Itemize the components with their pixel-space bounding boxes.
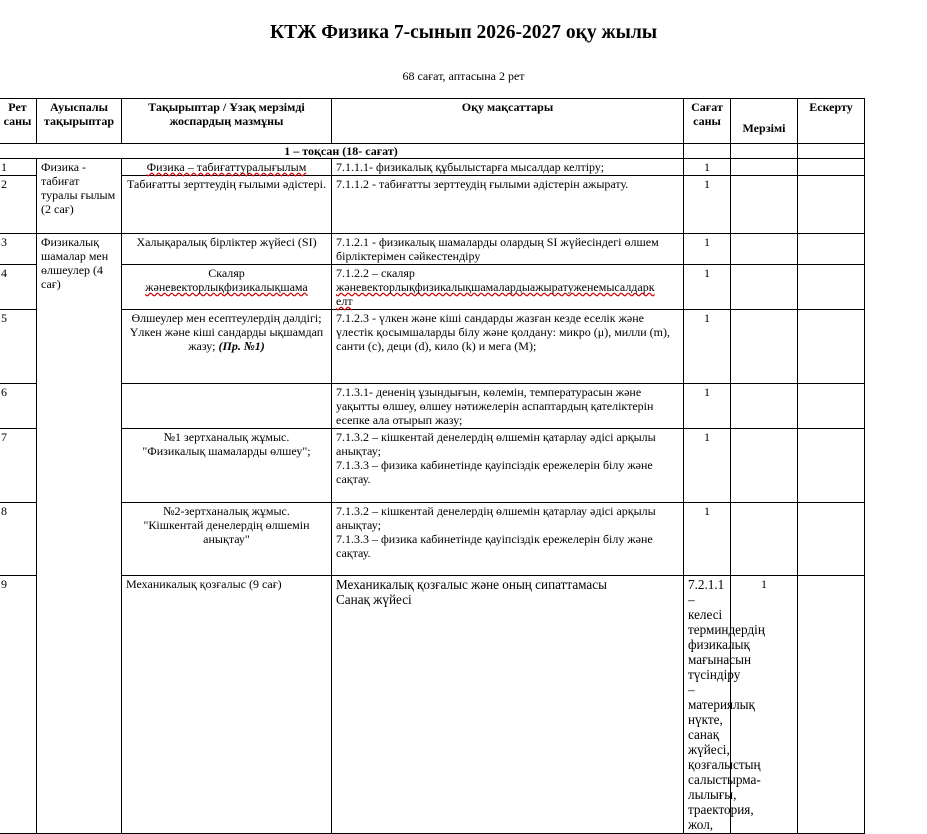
row-goal: 7.1.2.3 - үлкен және кіші сандарды жазған кезде еселік және үлестік қосымшаларды білу және қолдану: микро (μ), милли (m), санти (c), деци (d), кило (k) и мега (M);	[332, 310, 684, 384]
row-topic-line-text: Үлкен және кіші сандарды ықшамдап жазу;	[129, 325, 324, 353]
table-row	[0, 310, 865, 384]
row-goal	[332, 503, 684, 576]
row-goal: 7.1.3.1- дененің ұзындығын, көлемін, температурасын және уақытты өлшеу, өлшеу нәтижелерін аспаптардың қателіктерін есепке ала отырып жазу;	[332, 384, 684, 429]
row-topic-line: "Физикалық шамаларды өлшеу";	[142, 444, 311, 458]
header-hours: Сағат саны	[684, 99, 731, 144]
row-goal-line: жәневекторлықфизикалықшамалардыажыратуженемысалдарк	[336, 280, 655, 294]
row-hours: 1	[684, 234, 731, 265]
row-goal-line: 7.1.3.2 – кішкентай денелердің өлшемін қатарлау әдісі арқылы анықтау;	[336, 430, 656, 458]
row-goal	[332, 429, 684, 503]
row-topic: Халықаралық бірліктер жүйесі (SI)	[122, 234, 332, 265]
quarter-hours-cell	[684, 144, 731, 159]
row-topic-line: Скаляр	[208, 266, 245, 280]
table-row	[0, 429, 865, 503]
header-section: Ауыспалы тақырыптар	[37, 99, 122, 144]
row-goal: 7.1.2.1 - физикалық шамаларды олардың SI жүйесіндегі өлшем бірліктерімен сәйкестендіру	[332, 234, 684, 265]
practice-marker: (Пр. №1)	[218, 339, 265, 353]
row-goal: 7.1.1.1- физикалық құбылыстарға мысалдар келтіру;	[332, 159, 684, 176]
row-topic	[122, 265, 332, 310]
row-hours: 1	[684, 310, 731, 384]
table-row	[0, 176, 865, 234]
document-title: КТЖ Физика 7-сынып 2026-2027 оқу жылы	[269, 22, 658, 43]
row-note	[798, 384, 865, 429]
row-goal-line: 7.1.3.3 – физика кабинетінде қауіпсіздік ережелерін білу және сақтау.	[336, 532, 653, 560]
row-topic	[122, 159, 332, 176]
row-goal-line: 7.1.3.2 – кішкентай денелердің өлшемін қатарлау әдісі арқылы анықтау;	[336, 504, 656, 532]
row-topic-line: Санақ жүйесі	[336, 592, 412, 607]
table-row	[0, 159, 865, 176]
section-cell: Механикалық қозғалыс (9 сағ)	[122, 576, 332, 834]
header-topic: Тақырыптар / Ұзақ мерзімді жоспардың мазмұны	[122, 99, 332, 144]
row-note	[798, 503, 865, 576]
document-subtitle: 68 сағат, аптасына 2 рет	[402, 69, 525, 83]
plan-table	[0, 98, 865, 834]
row-num: 9	[0, 576, 37, 834]
row-topic	[122, 503, 332, 576]
row-topic	[332, 576, 684, 834]
row-hours: 1	[684, 384, 731, 429]
row-topic-line: №1 зертханалық жұмыс.	[163, 430, 290, 444]
row-date	[798, 576, 865, 834]
quarter-label: 1 – тоқсан (18- сағат)	[0, 144, 684, 159]
row-date	[731, 234, 798, 265]
quarter-row	[0, 144, 865, 159]
row-hours: 1	[684, 503, 731, 576]
table-row	[0, 234, 865, 265]
header-note: Ескерту	[798, 99, 865, 144]
row-topic: Табиғатты зерттеудің ғылыми әдістері.	[122, 176, 332, 234]
row-hours: 1	[731, 576, 798, 834]
row-topic-line: Өлшеулер мен есептеулердің дәлдігі;	[131, 311, 322, 325]
row-topic-line	[126, 325, 327, 353]
row-note	[798, 265, 865, 310]
row-date	[731, 503, 798, 576]
row-num: 7	[0, 429, 37, 503]
row-date	[731, 265, 798, 310]
row-goal: 7.2.1.1 – келесі терминдердің физикалық мағынасын түсіндіру – материялық нүкте, санақ жүйесі, қозғалыстың салыстырма-лылығы, траектория, жол,	[684, 576, 731, 834]
table-row	[0, 384, 865, 429]
row-note	[798, 310, 865, 384]
header-date-label: Мерзімі	[742, 120, 786, 135]
row-note	[798, 429, 865, 503]
row-goal-line: 7.1.2.2 – скаляр	[336, 266, 415, 280]
row-num: 3	[0, 234, 37, 265]
row-hours: 1	[684, 265, 731, 310]
table-row	[0, 265, 865, 310]
row-topic	[122, 310, 332, 384]
row-date	[731, 429, 798, 503]
row-goal-line: 7.1.3.3 – физика кабинетінде қауіпсіздік ережелерін білу және сақтау.	[336, 458, 653, 486]
row-topic-line: №2-зертханалық жұмыс.	[163, 504, 290, 518]
row-hours: 1	[684, 176, 731, 234]
row-note	[798, 159, 865, 176]
row-date	[731, 310, 798, 384]
row-goal-line: елт	[336, 294, 353, 308]
table-row	[0, 576, 865, 834]
row-topic-line: Механикалық қозғалыс және оның сипаттамасы	[336, 577, 607, 592]
row-date	[731, 384, 798, 429]
header-goals: Оқу мақсаттары	[332, 99, 684, 144]
row-num: 4	[0, 265, 37, 310]
row-note	[798, 234, 865, 265]
row-hours: 1	[684, 159, 731, 176]
table-row	[0, 503, 865, 576]
row-goal: 7.1.1.2 - табиғатты зерттеудің ғылыми әдістерін ажырату.	[332, 176, 684, 234]
row-topic-line: "Кішкентай денелердің өлшемін анықтау"	[143, 518, 310, 546]
row-num: 1	[0, 159, 37, 176]
row-num: 8	[0, 503, 37, 576]
row-topic	[122, 384, 332, 429]
row-date	[731, 176, 798, 234]
header-num: Рет саны	[0, 99, 37, 144]
row-num: 6	[0, 384, 37, 429]
row-date	[731, 159, 798, 176]
row-topic-text: Физика – табиғаттуралығылым	[146, 160, 307, 174]
header-row	[0, 99, 865, 144]
section-cell: Физика - табиғат туралы ғылым (2 сағ)	[37, 159, 122, 234]
row-num: 2	[0, 176, 37, 234]
quarter-date-cell	[731, 144, 798, 159]
row-goal	[332, 265, 684, 310]
row-num: 5	[0, 310, 37, 384]
header-date	[731, 99, 798, 144]
row-hours: 1	[684, 429, 731, 503]
quarter-note-cell	[798, 144, 865, 159]
row-topic	[122, 429, 332, 503]
section-cell: Физикалық шамалар мен өлшеулер (4 сағ)	[37, 234, 122, 834]
row-note	[798, 176, 865, 234]
row-topic-line: жәневекторлықфизикалықшама	[145, 280, 308, 294]
